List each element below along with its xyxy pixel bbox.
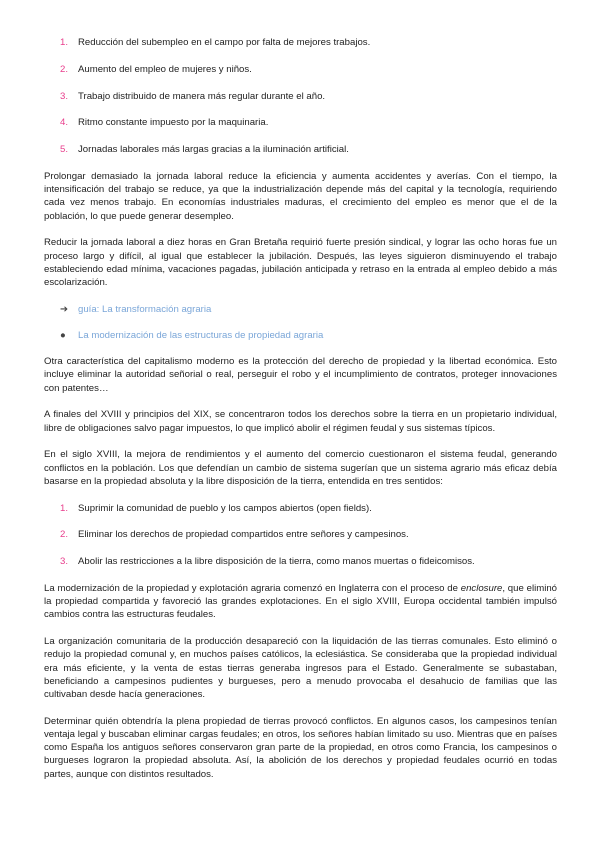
bullet-icon: ●	[60, 330, 66, 341]
list-item	[44, 90, 557, 103]
paragraph-ownership-conflicts: Determinar quién obtendría la plena propiedad de tierras provocó conflictos. En algunos casos, los campesinos tenían ventaja legal y buscaban eliminar cargas feudales; en otros, los señores habían limitado su uso. Mientras que en países como España los antiguos señores conservaron gran parte de la propiedad, en otros como Francia, los campesinos o burgueses lograron la propiedad absoluta. Así, la abolición de los derechos y propiedad feudales ocurrió en todas partes, aunque con distintos resultados.	[44, 715, 557, 780]
list-item	[44, 143, 557, 156]
list-item-text: Jornadas laborales más largas gracias a la iluminación artificial.	[78, 144, 349, 156]
enclosure-term: enclosure	[460, 583, 503, 594]
guide-link[interactable]	[44, 303, 557, 316]
list-item-text: Trabajo distribuido de manera más regular durante el año.	[78, 90, 326, 102]
list-item-text: Eliminar los derechos de propiedad compartidos entre señores y campesinos.	[78, 529, 409, 541]
guide-link-text[interactable]: guía: La transformación agraria	[78, 303, 212, 315]
list-number: 1.	[60, 502, 69, 514]
list-number: 5.	[60, 144, 69, 156]
link-list	[44, 303, 557, 342]
numbered-list-effects	[44, 36, 557, 156]
paragraph-working-day: Prolongar demasiado la jornada laboral reduce la eficiencia y aumenta accidentes y averías. Con el tiempo, la intensificación del trabajo se reduce, ya que la industrialización depende más del capital y la tecnología, requiriendo cada vez menos trabajo. En economías industriales maduras, el crecimiento del empleo es menor que el de la población, lo que puede generar desempleo.	[44, 170, 557, 222]
list-item	[44, 63, 557, 76]
list-item	[44, 555, 557, 568]
list-item	[44, 502, 557, 515]
list-number: 2.	[60, 63, 69, 75]
arrow-icon: ➔	[60, 303, 69, 315]
paragraph-feudal-system: En el siglo XVIII, la mejora de rendimientos y el aumento del comercio cuestionaron el sistema feudal, generando conflictos en la población. Los que defendían un cambio de sistema sugerían que un sistema agrario más eficaz debía basarse en la propiedad absoluta y la libre disposición de la tierra, entendida en tres sentidos:	[44, 449, 557, 487]
enclosure-text-before: La modernización de la propiedad y explotación agraria comenzó en Inglaterra con el proceso de	[44, 583, 461, 594]
enclosure-text-after: , que eliminó la propiedad compartida y favoreció las grandes explotaciones. En el siglo XVIII, Europa occidental también impulsó cambios contra las estructuras feudales.	[44, 583, 557, 621]
numbered-list-senses	[44, 502, 557, 569]
list-item-text: Abolir las restricciones a la libre disposición de la tierra, como manos muertas o fideicomisos.	[78, 556, 475, 568]
list-item-text: Suprimir la comunidad de pueblo y los campos abiertos (open fields).	[78, 502, 372, 514]
list-item-text: Aumento del empleo de mujeres y niños.	[78, 63, 252, 75]
paragraph-property-rights: Otra característica del capitalismo moderno es la protección del derecho de propiedad y la libertad económica. Esto incluye eliminar la autoridad señorial o real, perseguir el robo y el incumplimiento de contratos, proteger innovaciones con patentes…	[44, 356, 557, 394]
list-item	[44, 116, 557, 129]
document-body	[44, 36, 557, 794]
list-item-text: Ritmo constante impuesto por la maquinaria.	[78, 117, 269, 129]
list-number: 3.	[60, 90, 69, 102]
paragraph-communal-lands: La organización comunitaria de la producción desapareció con la liquidación de las tierras comunales. Esto eliminó o redujo la propiedad comunal y, en muchos países católicos, la eclesiástica. Se consideraba que la propiedad individual era más eficiente, y la venta de estas tierras generaba ingresos para el Estado. Generalmente se subastaban, beneficiando a campesinos pudientes y burgueses, pero a menudo provocaba el desahucio de familias que las cultivaban desde hacía generaciones.	[44, 636, 557, 701]
list-number: 4.	[60, 117, 69, 129]
section-link[interactable]	[44, 329, 557, 342]
list-number: 2.	[60, 529, 69, 541]
paragraph-enclosure	[44, 582, 557, 622]
list-item	[44, 528, 557, 541]
list-item-text: Reducción del subempleo en el campo por falta de mejores trabajos.	[78, 37, 371, 48]
paragraph-labor-laws: Reducir la jornada laboral a diez horas en Gran Bretaña requirió fuerte presión sindical, y lograr las ocho horas fue un proceso largo y difícil, al igual que establecer la jubilación. Después, las leyes siguieron disminuyendo el trabajo estableciendo edad mínima, vacaciones pagadas, jubilación anticipada y retraso en la entrada al empleo debido a más escolarización.	[44, 237, 557, 288]
list-number: 1.	[60, 37, 69, 48]
paragraph-land-rights: A finales del XVIII y principios del XIX, se concentraron todos los derechos sobre la tierra en un propietario individual, libre de obligaciones salvo pagar impuestos, lo que implicó abolir el régimen feudal y sus sistemas típicos.	[44, 409, 557, 434]
section-link-text[interactable]: La modernización de las estructuras de propiedad agraria	[78, 330, 324, 341]
list-item	[44, 36, 557, 49]
list-number: 3.	[60, 556, 69, 568]
